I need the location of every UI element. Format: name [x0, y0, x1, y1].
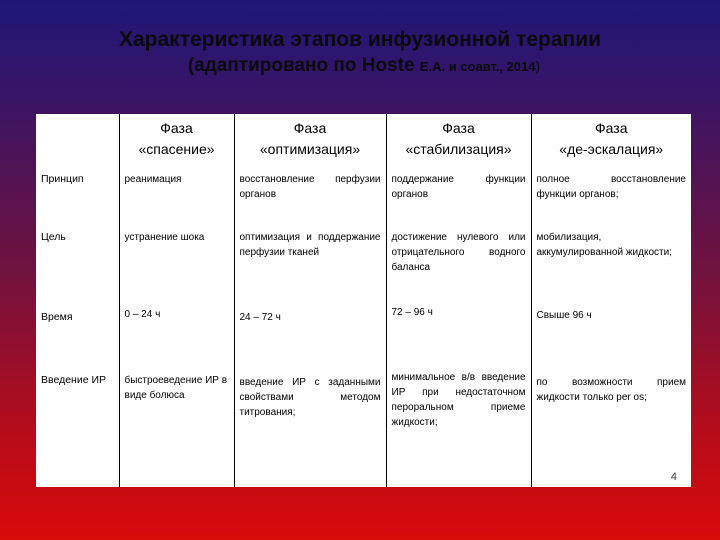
row-label-time: Время — [41, 311, 73, 323]
table-cell: реанимация — [119, 168, 234, 226]
row-label-goal: Цель — [41, 231, 66, 243]
table-row — [36, 364, 691, 487]
table-cell: поддержание функции органов — [386, 168, 531, 226]
title-line-1: Характеристика этапов инфузионной терапии — [118, 28, 602, 51]
table-cell: устранение шока — [119, 226, 234, 298]
header-phase-stabilization: Фаза «стабилизация» — [386, 114, 531, 168]
table-row — [36, 298, 691, 364]
title-line-2-main: (адаптировано по Hoste — [187, 55, 420, 76]
title-line-2-authors: Е.А. и соавт., 2014 — [419, 59, 536, 74]
table-cell: полное восстановление функции органов; — [531, 168, 691, 226]
slide-title — [0, 26, 720, 80]
phases-table-panel — [36, 114, 691, 487]
table-cell: минимальное в/в введение ИР при недостаточном пероральном приеме жидкости; — [386, 364, 531, 487]
table-header-row — [36, 114, 691, 168]
header-phase-deescalation: Фаза «де-эскалация» — [531, 114, 691, 168]
table-cell: по возможности прием жидкости только per os; — [531, 364, 691, 487]
table-row — [36, 226, 691, 298]
header-cell-empty — [36, 114, 119, 168]
table-cell: мобилизация, аккумулированной жидкости; — [531, 226, 691, 298]
row-label-fluid-administration: Введение ИР — [41, 374, 107, 386]
table-cell: оптимизация и поддержание перфузии тканей — [234, 226, 386, 298]
row-label-principle: Принцип — [41, 173, 84, 185]
table-cell: 72 – 96 ч — [386, 298, 531, 364]
table-cell: достижение нулевого или отрицательного водного баланса — [386, 226, 531, 298]
page-number: 4 — [670, 471, 677, 483]
table-row — [36, 168, 691, 226]
header-phase-optimization: Фаза «оптимизация» — [234, 114, 386, 168]
table-cell: Свыше 96 ч — [531, 298, 691, 364]
table-cell: 24 – 72 ч — [234, 298, 386, 364]
table-cell: введение ИР с заданными свойствами методом титрования; — [234, 364, 386, 487]
table-cell: восстановление перфузии органов — [234, 168, 386, 226]
title-line-2 — [8, 53, 720, 80]
header-phase-rescue: Фаза «спасение» — [119, 114, 234, 168]
phases-table — [36, 114, 691, 487]
table-cell: 0 – 24 ч — [119, 298, 234, 364]
title-line-2-close: ) — [535, 58, 541, 74]
table-cell: быстроеведение ИР в виде болюса — [119, 364, 234, 487]
